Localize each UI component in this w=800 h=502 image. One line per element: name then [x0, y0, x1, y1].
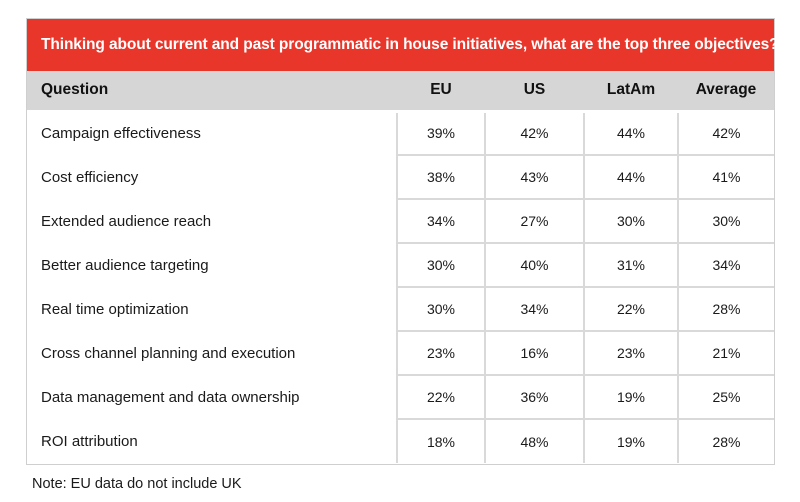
- table-row: [27, 199, 774, 243]
- cell-average: 21%: [678, 331, 774, 375]
- cell-average: 30%: [678, 199, 774, 243]
- row-label: Cost efficiency: [41, 168, 139, 186]
- cell-us: 42%: [485, 111, 584, 155]
- cell-latam: 31%: [584, 243, 678, 287]
- cell-eu: 23%: [397, 331, 485, 375]
- cell-latam: 23%: [584, 331, 678, 375]
- cell-us: 36%: [485, 375, 584, 419]
- column-header-average: Average: [678, 71, 774, 111]
- cell-latam: 44%: [584, 111, 678, 155]
- table-row: [27, 331, 774, 375]
- cell-average: 42%: [678, 111, 774, 155]
- column-header-us: US: [485, 71, 584, 111]
- table-row: [27, 287, 774, 331]
- table-row: [27, 419, 774, 463]
- cell-eu: 30%: [397, 243, 485, 287]
- cell-average: 34%: [678, 243, 774, 287]
- row-label: Cross channel planning and execution: [41, 344, 296, 362]
- cell-latam: 30%: [584, 199, 678, 243]
- cell-latam: 19%: [584, 375, 678, 419]
- table-row: [27, 243, 774, 287]
- cell-latam: 19%: [584, 419, 678, 463]
- table-row: [27, 375, 774, 419]
- table-frame: [26, 18, 779, 465]
- cell-us: 34%: [485, 287, 584, 331]
- cell-us: 48%: [485, 419, 584, 463]
- row-label: Better audience targeting: [41, 256, 209, 274]
- cell-us: 40%: [485, 243, 584, 287]
- cell-latam: 22%: [584, 287, 678, 331]
- header-row: [27, 71, 774, 111]
- cell-average: 28%: [678, 419, 774, 463]
- cell-eu: 38%: [397, 155, 485, 199]
- column-header-question: Question: [27, 71, 397, 111]
- footnote: Note: EU data do not include UK: [32, 476, 242, 492]
- cell-eu: 30%: [397, 287, 485, 331]
- table-row: [27, 111, 774, 155]
- column-header-latam: LatAm: [584, 71, 678, 111]
- cell-eu: 34%: [397, 199, 485, 243]
- row-label: Campaign effectiveness: [41, 125, 201, 143]
- column-header-eu: EU: [397, 71, 485, 111]
- cell-eu: 22%: [397, 375, 485, 419]
- row-label: Extended audience reach: [41, 212, 212, 230]
- cell-us: 43%: [485, 155, 584, 199]
- cell-us: 27%: [485, 199, 584, 243]
- cell-eu: 39%: [397, 111, 485, 155]
- cell-us: 16%: [485, 331, 584, 375]
- row-label: Data management and data ownership: [41, 388, 300, 406]
- cell-eu: 18%: [397, 419, 485, 463]
- table-body: [27, 111, 774, 463]
- table-title: Thinking about current and past programmatic in house initiatives, what are the top three objectives?: [27, 19, 774, 71]
- table-row: [27, 155, 774, 199]
- row-label: ROI attribution: [41, 432, 138, 450]
- cell-average: 41%: [678, 155, 774, 199]
- row-label: Real time optimization: [41, 300, 189, 318]
- data-table: [27, 71, 774, 463]
- cell-latam: 44%: [584, 155, 678, 199]
- cell-average: 25%: [678, 375, 774, 419]
- cell-average: 28%: [678, 287, 774, 331]
